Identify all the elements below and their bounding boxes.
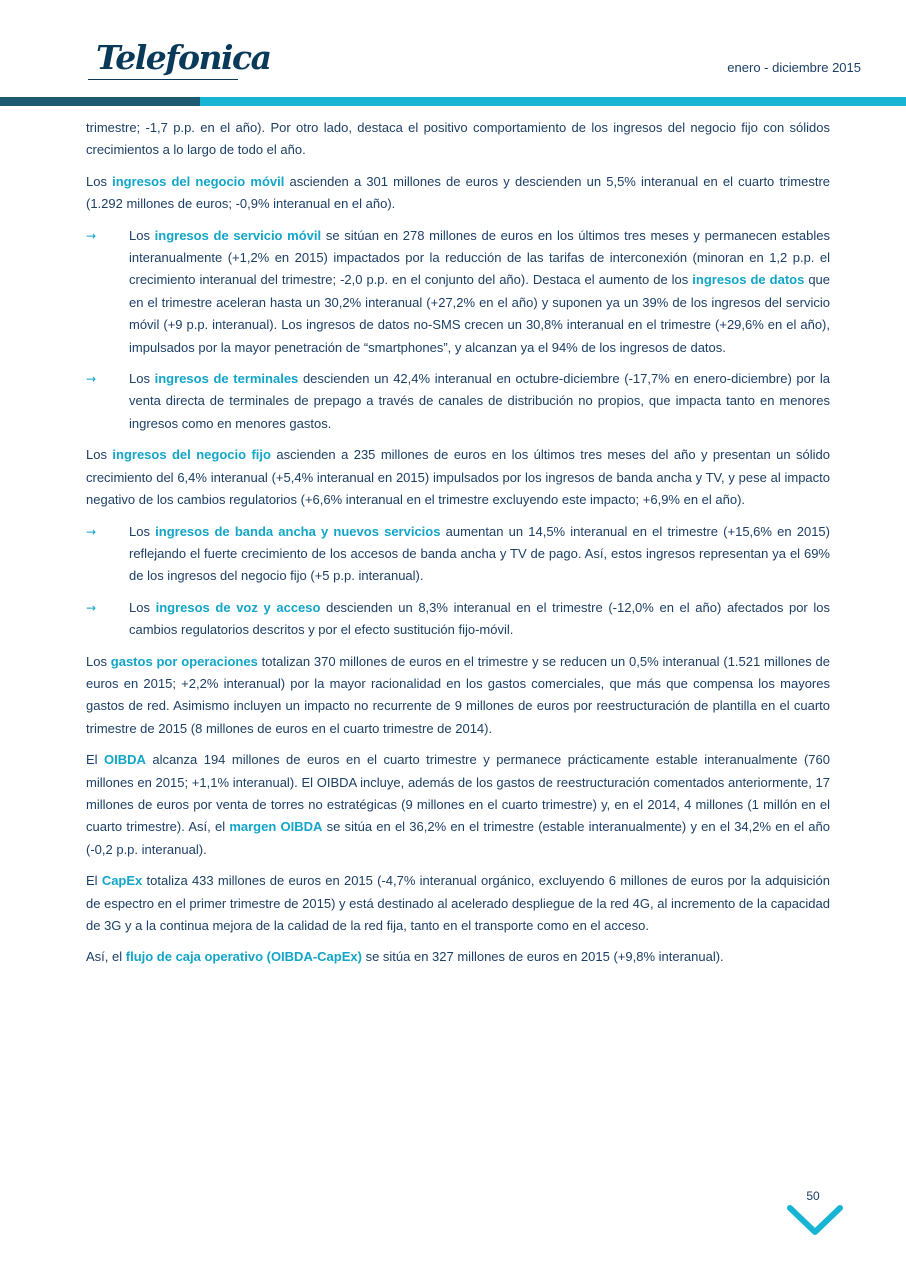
paragraph-text: totaliza 433 millones de euros en 2015 (-4,7% interanual orgánico, excluyendo 6 millones de euros por la adquisición de espectro en el primer trimestre de 2015) y está destinado al acelerado despliegue de la red 4G, al incremento de la capacidad de 3G y a la continua mejora de la calidad de la red fija, tanto en el transporte como en el acceso. [86, 873, 831, 933]
paragraph-text: se sitúa en el 36,2% en el trimestre (estable interanualmente) y en el 34,2% en el año (-0,2 p.p. interanual). [86, 819, 830, 857]
arrow-bullet-icon: → [86, 228, 97, 243]
paragraph-text: alcanza 194 millones de euros en el cuarto trimestre y permanece prácticamente estable interanualmente (760 millones en 2015; +1,1% interanual). El OIBDA incluye, además de los gastos de reestructuración comentados anteriormente, 17 millones de euros por venta de torres no estratégicas (9 millones en el cuarto trimestre) y, en el 2014, 4 millones (1 millón en el cuarto trimestre). Así, el [86, 752, 830, 835]
bullet-broadband-revenue [86, 521, 830, 588]
paragraph-intro [86, 117, 830, 162]
report-period: enero - diciembre 2015 [727, 60, 861, 75]
arrow-bullet-icon: → [86, 524, 97, 539]
paragraph-text: se sitúa en 327 millones de euros en 2015 (+9,8% interanual). [361, 949, 724, 965]
paragraph-fixed-revenue [86, 444, 830, 511]
paragraph-mobile-revenue [86, 171, 830, 216]
header-bar-dark [0, 97, 200, 106]
highlight-term: flujo de caja operativo (OIBDA-CapEx) [125, 949, 362, 965]
paragraph-text: El [86, 752, 105, 768]
paragraph-text: El [86, 873, 102, 889]
paragraph-text: descienden un 42,4% interanual en octubre-diciembre (-17,7% en enero-diciembre) por la venta directa de terminales de prepago a través de canales de distribución no propios, que impacta tanto en menores ingresos como en menores gastos. [129, 371, 830, 431]
paragraph-text: Los [86, 653, 111, 669]
highlight-term: gastos por operaciones [110, 653, 258, 669]
chevron-down-icon[interactable] [785, 1203, 845, 1239]
paragraph-text: Los [129, 523, 156, 539]
paragraph-text: ascienden a 301 millones de euros y descienden un 5,5% interanual en el cuarto trimestre (1.292 millones de euros; -0,9% interanual en el año). [86, 173, 831, 212]
page-number: 50 [806, 1189, 820, 1203]
highlight-term: ingresos de terminales [154, 371, 299, 387]
highlight-term: ingresos de voz y acceso [155, 599, 321, 615]
arrow-bullet-icon: → [86, 600, 97, 615]
paragraph-text: Los [129, 227, 155, 243]
highlight-term: ingresos del negocio fijo [112, 447, 271, 463]
highlight-term: ingresos de banda ancha y nuevos servicios [155, 523, 441, 539]
highlight-term: ingresos de servicio móvil [154, 227, 322, 243]
header-bar-light [200, 97, 906, 106]
paragraph-operating-cash-flow [86, 946, 830, 968]
paragraph-text: Así, el [86, 949, 126, 965]
highlight-term: margen OIBDA [229, 819, 323, 835]
highlight-term: ingresos de datos [692, 272, 805, 288]
paragraph-text: se sitúan en 278 millones de euros en los últimos tres meses y permanecen estables interanualmente (+1,2% en 2015) impactados por la reducción de las tarifas de interconexión (minoran en 1,2 p.p. el crecimiento interanual del trimestre; -2,0 p.p. en el conjunto del año). Destaca el aumento de los [129, 227, 830, 288]
telefonica-logo: Telefonica [96, 38, 271, 77]
paragraph-text: Los [86, 173, 113, 189]
report-body [86, 117, 830, 978]
paragraph-text: aumentan un 14,5% interanual en el trimestre (+15,6% en 2015) reflejando el fuerte crecimiento de los accesos de banda ancha y TV de pago. Así, estos ingresos representan ya el 69% de los ingresos del negocio fijo (+5 p.p. interanual). [129, 523, 830, 584]
paragraph-text: ascienden a 235 millones de euros en los últimos tres meses del año y presentan un sólido crecimiento del 6,4% interanual (+5,4% interanual en 2015) impulsados por los ingresos de banda ancha y TV, y pese al impacto negativo de los cambios regulatorios (+6,6% interanual en el trimestre excluyendo este impacto; +6,9% en el año). [86, 447, 830, 508]
bullet-voice-access-revenue [86, 597, 830, 642]
highlight-term: CapEx [101, 873, 143, 889]
paragraph-oibda [86, 749, 830, 861]
paragraph-text: totalizan 370 millones de euros en el trimestre y se reducen un 0,5% interanual (1.521 millones de euros en 2015; +2,2% interanual) por la mayor racionalidad en los gastos comerciales, que más que compensa los mayores gastos de red. Asimismo incluyen un impacto no recurrente de 9 millones de euros por reestructuración de plantilla en el cuarto trimestre de 2015 (8 millones de euros en el cuarto trimestre de 2014). [86, 653, 830, 736]
page-header [0, 0, 906, 110]
paragraph-text: Los [129, 599, 156, 615]
bullet-mobile-service-revenue [86, 225, 830, 359]
logo-underline [88, 79, 238, 80]
paragraph-text: Los [129, 371, 155, 387]
paragraph-text: Los [86, 447, 113, 463]
paragraph-capex [86, 870, 830, 937]
paragraph-text: que en el trimestre aceleran hasta un 30,2% interanual (+27,2% en el año) y suponen ya un 39% de los ingresos del servicio móvil (+9 p.p. interanual). Los ingresos de datos no-SMS crecen un 30,8% interanual en el trimestre (+29,6% en el año), impulsados por la mayor penetración de “smartphones”, y alcanzan ya el 94% de los ingresos de datos. [129, 272, 831, 355]
paragraph-text: descienden un 8,3% interanual en el trimestre (-12,0% en el año) afectados por los cambios regulatorios descritos y por el efecto sustitución fijo-móvil. [129, 599, 830, 638]
arrow-bullet-icon: → [86, 372, 97, 387]
highlight-term: OIBDA [104, 752, 146, 768]
highlight-term: ingresos del negocio móvil [112, 173, 285, 189]
bullet-handset-revenue [86, 368, 830, 435]
paragraph-text: trimestre; -1,7 p.p. en el año). Por otro lado, destaca el positivo comportamiento de los ingresos del negocio fijo con sólidos crecimientos a lo largo de todo el año. [86, 120, 830, 158]
paragraph-operating-expenses [86, 651, 830, 741]
